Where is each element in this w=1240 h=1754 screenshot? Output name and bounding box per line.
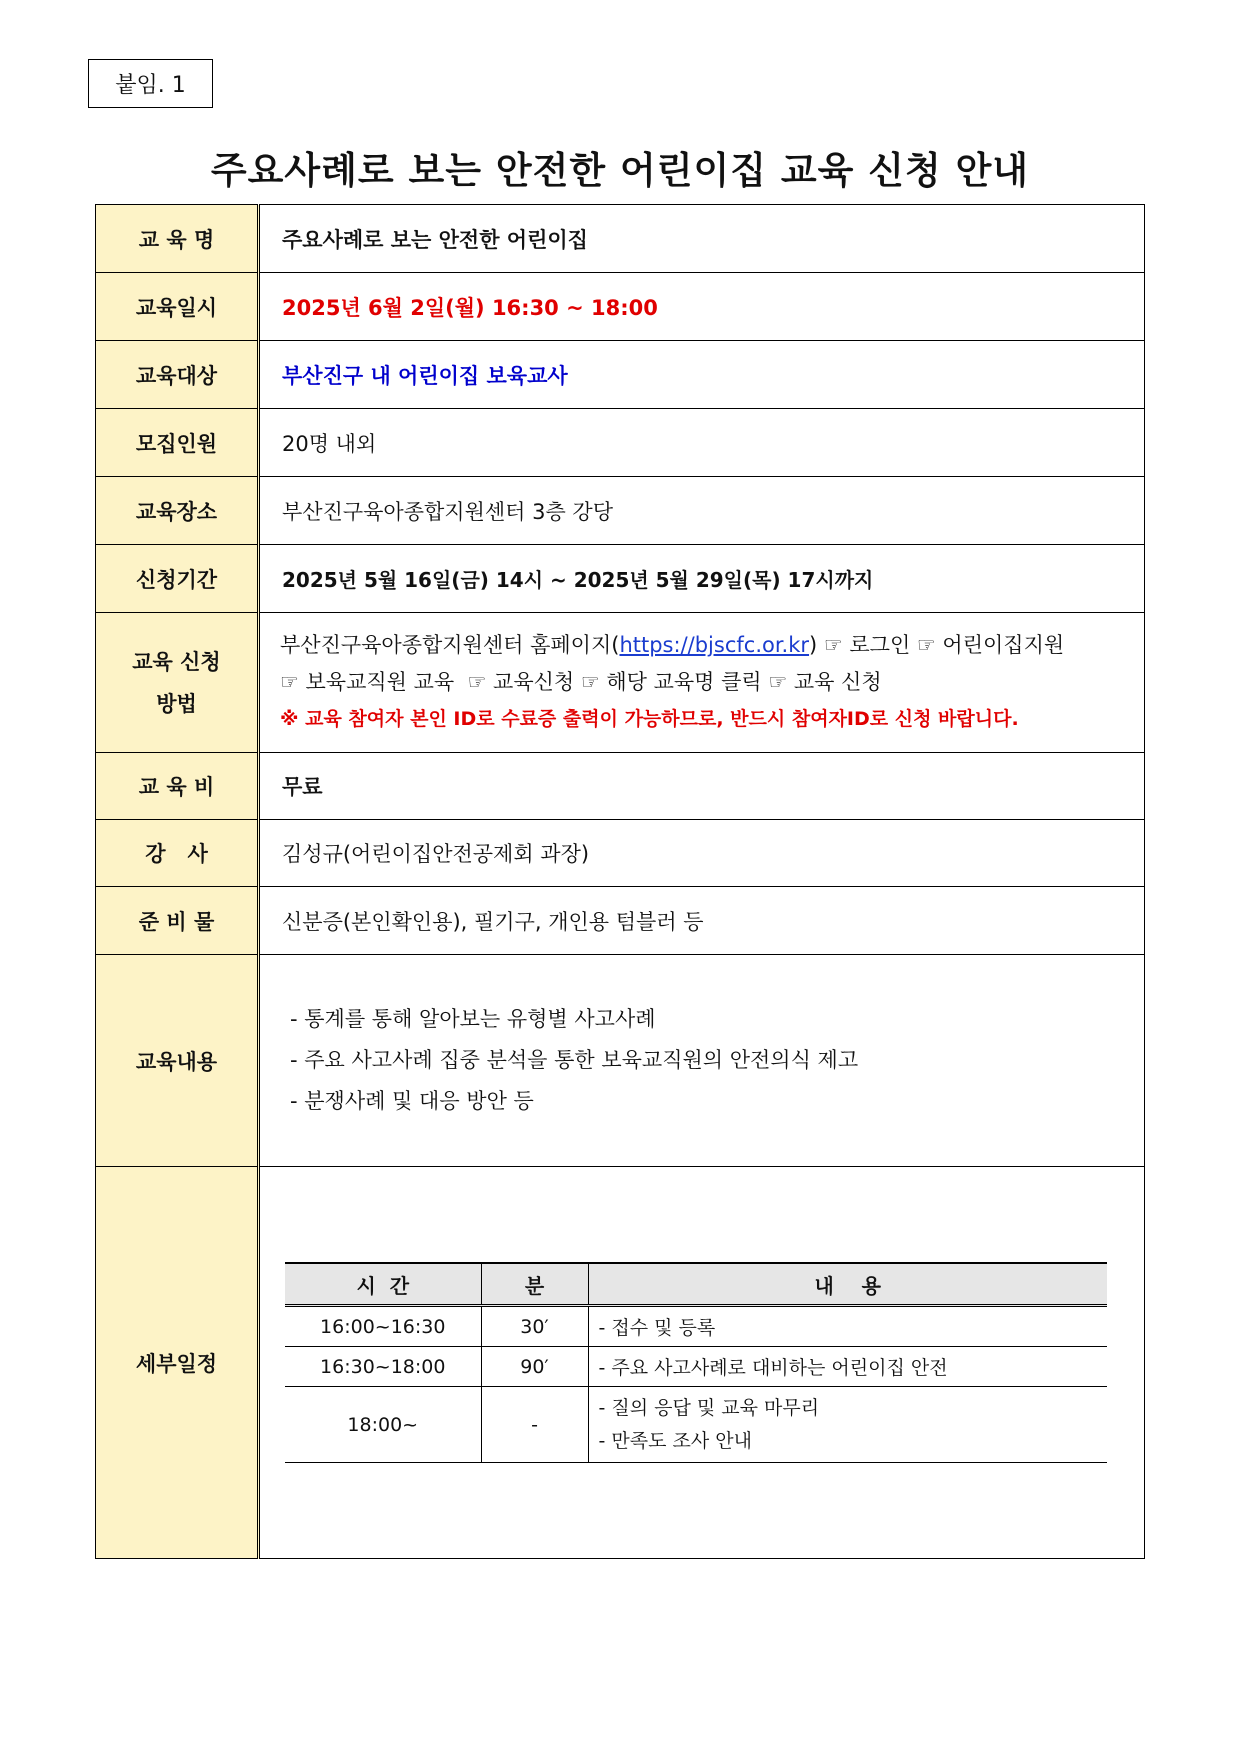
schedule-header-minutes: 분 <box>481 1263 588 1306</box>
schedule-content-line: - 질의 응답 및 교육 마무리 <box>598 1396 820 1419</box>
schedule-content-line: - 만족도 조사 안내 <box>598 1429 752 1452</box>
value-supplies: 신분증(본인확인용), 필기구, 개인용 텀블러 등 <box>259 887 1145 955</box>
value-period: 2025년 5월 16일(금) 14시 ~ 2025년 5월 29일(목) 17시까지 <box>259 545 1145 613</box>
label-schedule: 세부일정 <box>96 1167 259 1559</box>
value-course-name: 주요사례로 보는 안전한 어린이집 <box>259 205 1145 273</box>
schedule-minutes: - <box>481 1387 588 1463</box>
schedule-row <box>285 1387 1107 1463</box>
method-line1-prefix: 부산진구육아종합지원센터 홈페이지( <box>280 633 620 657</box>
schedule-row <box>285 1347 1107 1387</box>
homepage-link[interactable]: https://bjscfc.or.kr <box>619 633 810 657</box>
row-fee <box>96 753 1145 820</box>
row-supplies <box>96 887 1145 955</box>
schedule-content: - 접수 및 등록 <box>588 1306 1107 1347</box>
label-method-line1: 교육 신청 <box>132 649 221 674</box>
schedule-content <box>588 1387 1107 1463</box>
info-table <box>95 204 1145 1559</box>
row-content <box>96 955 1145 1167</box>
schedule-content: - 주요 사고사례로 대비하는 어린이집 안전 <box>588 1347 1107 1387</box>
method-line-1 <box>280 627 1144 664</box>
label-course-name: 교 육 명 <box>96 205 259 273</box>
row-date <box>96 273 1145 341</box>
schedule-time: 18:00~ <box>285 1387 481 1463</box>
row-target <box>96 341 1145 409</box>
schedule-time: 16:30~18:00 <box>285 1347 481 1387</box>
label-venue: 교육장소 <box>96 477 259 545</box>
content-item: - 분쟁사례 및 대응 방안 등 <box>290 1089 534 1113</box>
content-item: - 주요 사고사례 집중 분석을 통한 보육교직원의 안전의식 제고 <box>290 1048 859 1072</box>
content-list <box>282 999 1144 1122</box>
schedule-row <box>285 1306 1107 1347</box>
schedule-header-time: 시 간 <box>285 1263 481 1306</box>
label-target: 교육대상 <box>96 341 259 409</box>
method-line-2: ☞ 보육교직원 교육 ☞ 교육신청 ☞ 해당 교육명 클릭 ☞ 교육 신청 <box>280 670 882 694</box>
label-method <box>96 613 259 753</box>
content-item: - 통계를 통해 알아보는 유형별 사고사례 <box>290 1007 656 1031</box>
value-venue: 부산진구육아종합지원센터 3층 강당 <box>259 477 1145 545</box>
method-note: ※ 교육 참여자 본인 ID로 수료증 출력이 가능하므로, 반드시 참여자ID로 신청 바랍니다. <box>280 708 1019 730</box>
schedule-header-row <box>285 1263 1107 1306</box>
schedule-minutes: 90′ <box>481 1347 588 1387</box>
row-schedule <box>96 1167 1145 1559</box>
schedule-table <box>285 1262 1107 1463</box>
row-course-name <box>96 205 1145 273</box>
row-period <box>96 545 1145 613</box>
label-supplies: 준 비 물 <box>96 887 259 955</box>
row-capacity <box>96 409 1145 477</box>
page-title: 주요사례로 보는 안전한 어린이집 교육 신청 안내 <box>210 149 1030 192</box>
value-target: 부산진구 내 어린이집 보육교사 <box>259 341 1145 409</box>
label-period: 신청기간 <box>96 545 259 613</box>
label-content: 교육내용 <box>96 955 259 1167</box>
value-method <box>259 613 1145 753</box>
value-date: 2025년 6월 2일(월) 16:30 ~ 18:00 <box>259 273 1145 341</box>
row-method <box>96 613 1145 753</box>
row-venue <box>96 477 1145 545</box>
value-fee: 무료 <box>259 753 1145 820</box>
label-method-line2: 방법 <box>156 691 197 716</box>
label-date: 교육일시 <box>96 273 259 341</box>
row-instructor <box>96 820 1145 887</box>
method-line1-suffix: ) ☞ 로그인 ☞ 어린이집지원 <box>809 633 1065 657</box>
label-instructor: 강 사 <box>96 820 259 887</box>
value-capacity: 20명 내외 <box>259 409 1145 477</box>
label-capacity: 모집인원 <box>96 409 259 477</box>
attachment-label: 붙임. 1 <box>88 59 213 108</box>
value-schedule <box>259 1167 1145 1559</box>
value-content <box>259 955 1145 1167</box>
schedule-minutes: 30′ <box>481 1306 588 1347</box>
label-fee: 교 육 비 <box>96 753 259 820</box>
value-instructor: 김성규(어린이집안전공제회 과장) <box>259 820 1145 887</box>
schedule-time: 16:00~16:30 <box>285 1306 481 1347</box>
schedule-header-content: 내 용 <box>588 1263 1107 1306</box>
